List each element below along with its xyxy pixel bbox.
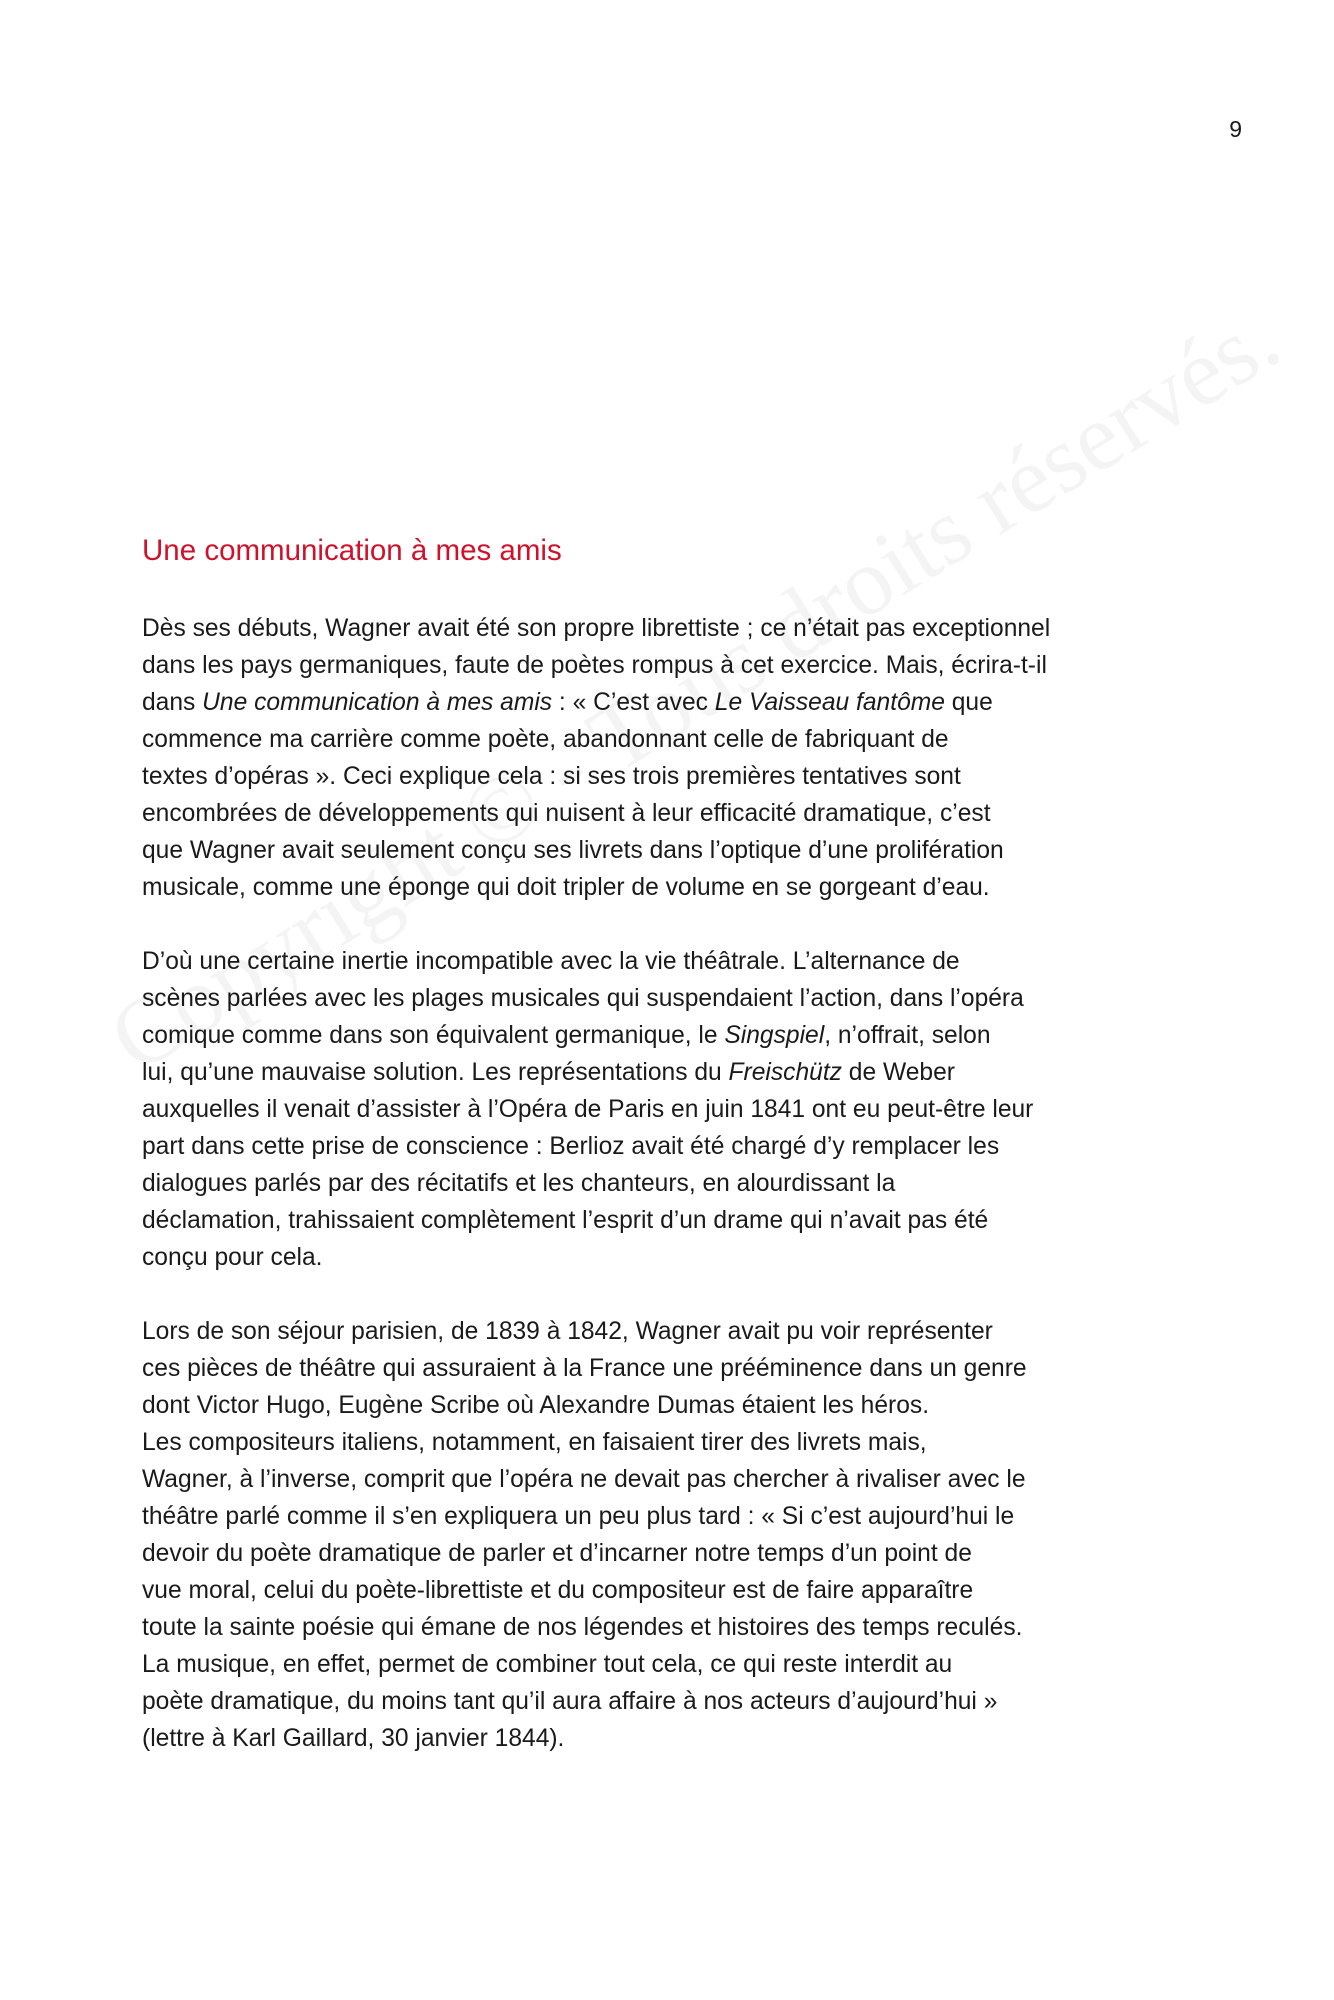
- text-segment: (lettre à Karl Gaillard, 30 janvier 1844).: [142, 1725, 565, 1752]
- text-segment: musicale, comme une éponge qui doit tripler de volume en se gorgeant d’eau.: [142, 874, 990, 901]
- text-line: [142, 1313, 1222, 1350]
- text-segment: scènes parlées avec les plages musicales qui suspendaient l’action, dans l’opéra: [142, 985, 1024, 1012]
- text-segment: poète dramatique, du moins tant qu’il aura affaire à nos acteurs d’aujourd’hui »: [142, 1688, 998, 1715]
- text-line: [142, 647, 1222, 684]
- text-segment: commence ma carrière comme poète, abandonnant celle de fabriquant de: [142, 726, 949, 753]
- text-segment: La musique, en effet, permet de combiner tout cela, ce qui reste interdit au: [142, 1651, 953, 1678]
- text-segment: ces pièces de théâtre qui assuraient à la France une prééminence dans un genre: [142, 1355, 1027, 1382]
- body-text: [142, 610, 1222, 1757]
- page-number: 9: [1229, 116, 1242, 142]
- text-segment: déclamation, trahissaient complètement l’esprit d’un drame qui n’avait pas été: [142, 1207, 989, 1234]
- text-segment: auxquelles il venait d’assister à l’Opéra de Paris en juin 1841 ont eu peut-être leur: [142, 1096, 1034, 1123]
- text-segment: dialogues parlés par des récitatifs et les chanteurs, en alourdissant la: [142, 1170, 896, 1197]
- text-segment: comique comme dans son équivalent germanique, le: [142, 1022, 725, 1049]
- text-line: [142, 610, 1222, 647]
- text-segment: Wagner, à l’inverse, comprit que l’opéra ne devait pas chercher à rivaliser avec le: [142, 1466, 1026, 1493]
- text-segment: toute la sainte poésie qui émane de nos légendes et histoires des temps reculés.: [142, 1614, 1023, 1641]
- text-segment: , n’offrait, selon: [824, 1022, 991, 1049]
- text-segment: que: [944, 689, 993, 716]
- text-line: [142, 1720, 1222, 1757]
- text-line: [142, 1609, 1222, 1646]
- text-line: [142, 1461, 1222, 1498]
- text-line: [142, 1128, 1222, 1165]
- text-line: [142, 1683, 1222, 1720]
- section-title: Une communication à mes amis: [142, 534, 562, 567]
- text-segment: Lors de son séjour parisien, de 1839 à 1842, Wagner avait pu voir représenter: [142, 1318, 993, 1345]
- italic-title: Singspiel: [724, 1022, 825, 1049]
- text-line: [142, 1165, 1222, 1202]
- text-line: [142, 1535, 1222, 1572]
- text-line: [142, 1424, 1222, 1461]
- text-segment: dans les pays germaniques, faute de poètes rompus à cet exercice. Mais, écrira-t-il: [142, 652, 1047, 679]
- text-line: [142, 1498, 1222, 1535]
- italic-title: Freischütz: [728, 1059, 842, 1086]
- text-line: [142, 1017, 1222, 1054]
- italic-title: Le Vaisseau fantôme: [714, 689, 945, 716]
- paragraph: [142, 610, 1222, 906]
- text-segment: Les compositeurs italiens, notamment, en faisaient tirer des livrets mais,: [142, 1429, 927, 1456]
- text-line: [142, 684, 1222, 721]
- italic-title: Une communication à mes amis: [202, 689, 553, 716]
- text-segment: dans: [142, 689, 203, 716]
- text-segment: encombrées de développements qui nuisent à leur efficacité dramatique, c’est: [142, 800, 991, 827]
- paragraph: [142, 943, 1222, 1276]
- text-line: [142, 1387, 1222, 1424]
- text-line: [142, 1350, 1222, 1387]
- text-segment: D’où une certaine inertie incompatible avec la vie théâtrale. L’alternance de: [142, 948, 960, 975]
- text-segment: de Weber: [841, 1059, 955, 1086]
- text-segment: lui, qu’une mauvaise solution. Les représentations du: [142, 1059, 729, 1086]
- text-line: [142, 943, 1222, 980]
- text-line: [142, 721, 1222, 758]
- text-segment: Dès ses débuts, Wagner avait été son propre librettiste ; ce n’était pas exceptionnel: [142, 615, 1051, 642]
- paragraph: [142, 1313, 1222, 1757]
- text-segment: théâtre parlé comme il s’en expliquera un peu plus tard : « Si c’est aujourd’hui le: [142, 1503, 1015, 1530]
- text-line: [142, 980, 1222, 1017]
- text-line: [142, 758, 1222, 795]
- text-segment: textes d’opéras ». Ceci explique cela : si ses trois premières tentatives sont: [142, 763, 961, 790]
- text-segment: devoir du poète dramatique de parler et d’incarner notre temps d’un point de: [142, 1540, 972, 1567]
- text-line: [142, 795, 1222, 832]
- text-line: [142, 1054, 1222, 1091]
- text-line: [142, 832, 1222, 869]
- text-line: [142, 869, 1222, 906]
- text-line: [142, 1202, 1222, 1239]
- text-line: [142, 1091, 1222, 1128]
- text-segment: conçu pour cela.: [142, 1244, 323, 1271]
- text-segment: vue moral, celui du poète-librettiste et du compositeur est de faire apparaître: [142, 1577, 974, 1604]
- text-line: [142, 1572, 1222, 1609]
- text-segment: : « C’est avec: [552, 689, 715, 716]
- text-segment: dont Victor Hugo, Eugène Scribe où Alexandre Dumas étaient les héros.: [142, 1392, 930, 1419]
- text-line: [142, 1646, 1222, 1683]
- text-segment: que Wagner avait seulement conçu ses livrets dans l’optique d’une prolifération: [142, 837, 1004, 864]
- text-segment: part dans cette prise de conscience : Berlioz avait été chargé d’y remplacer les: [142, 1133, 1000, 1160]
- text-line: [142, 1239, 1222, 1276]
